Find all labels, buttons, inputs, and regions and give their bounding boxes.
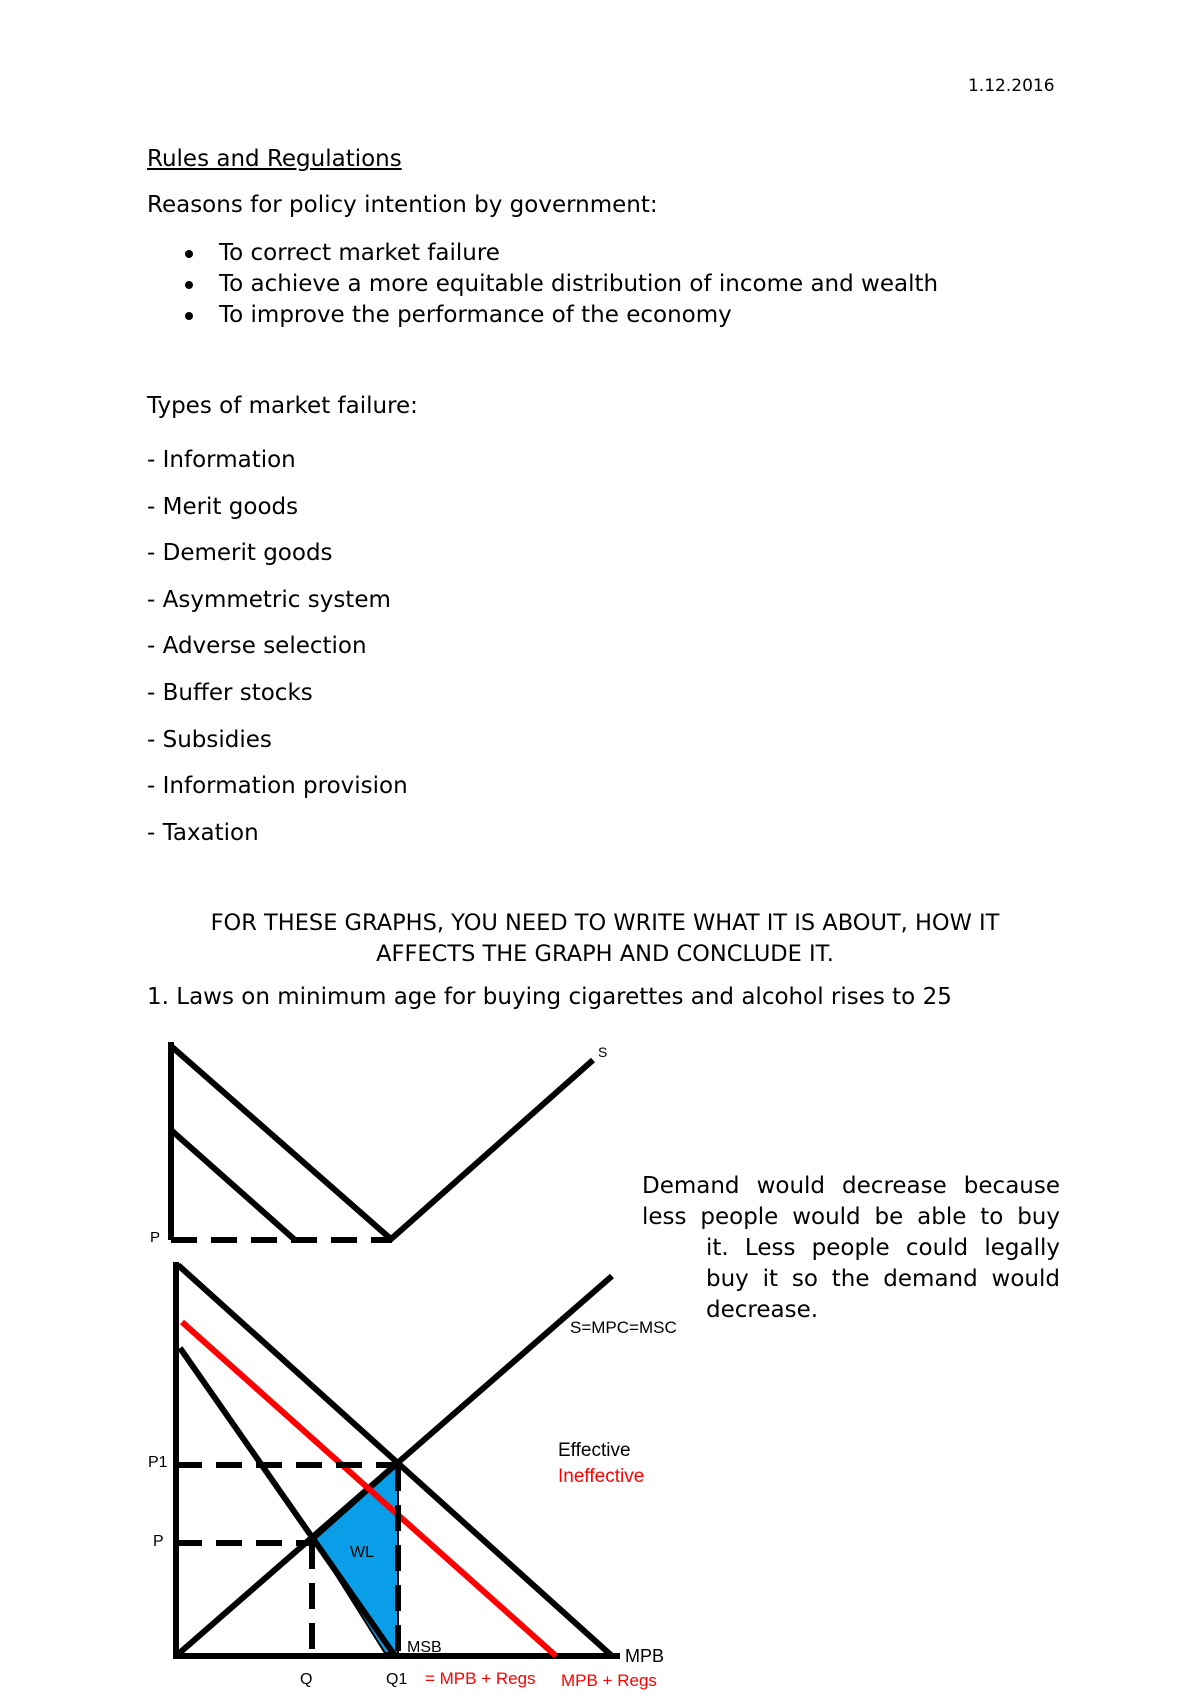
instruction-line: FOR THESE GRAPHS, YOU NEED TO WRITE WHAT IT IS ABOUT, HOW IT bbox=[210, 910, 1000, 936]
list-item: To improve the performance of the economy bbox=[147, 300, 938, 331]
question-1: 1. Laws on minimum age for buying cigarettes and alcohol rises to 25 bbox=[147, 984, 952, 1010]
demand-curve bbox=[171, 1046, 392, 1240]
list-item: - Merit goods bbox=[147, 493, 299, 520]
list-item: - Demerit goods bbox=[147, 540, 333, 567]
graph-bottom bbox=[148, 1262, 677, 1690]
answer-line: buy it so the demand would bbox=[706, 1266, 1060, 1292]
msb-label: MSB bbox=[407, 1639, 442, 1656]
list-item: - Adverse selection bbox=[147, 633, 367, 660]
supply-label: S=MPC=MSC bbox=[570, 1318, 677, 1337]
legend-effective: Effective bbox=[558, 1440, 631, 1461]
answer-line: it. Less people could legally bbox=[706, 1235, 1060, 1261]
answer-line: less people would be able to buy bbox=[642, 1204, 1060, 1230]
graph-top bbox=[150, 1042, 607, 1246]
p-label: P bbox=[153, 1533, 164, 1550]
supply-curve bbox=[390, 1060, 593, 1240]
list-item: - Taxation bbox=[147, 819, 259, 846]
mpb-label: MPB bbox=[625, 1646, 665, 1666]
types-heading: Types of market failure: bbox=[147, 393, 418, 419]
supply-label: S bbox=[598, 1044, 608, 1060]
answer-line: decrease. bbox=[706, 1297, 819, 1323]
price-label: P bbox=[150, 1229, 161, 1246]
answer-line: Demand would decrease because bbox=[642, 1173, 1060, 1199]
p1-label: P1 bbox=[148, 1454, 168, 1471]
list-item: To achieve a more equitable distribution of income and wealth bbox=[147, 269, 938, 300]
reasons-heading: Reasons for policy intention by government: bbox=[147, 192, 658, 218]
instruction-line: AFFECTS THE GRAPH AND CONCLUDE IT. bbox=[376, 941, 834, 967]
list-item: - Buffer stocks bbox=[147, 679, 313, 706]
msb-regs-label: = MPB + Regs bbox=[425, 1669, 536, 1688]
q-label: Q bbox=[300, 1671, 313, 1688]
q1-label: Q1 bbox=[386, 1671, 408, 1688]
legend-ineffective: Ineffective bbox=[558, 1466, 645, 1487]
list-item: To correct market failure bbox=[147, 238, 938, 269]
list-item: - Subsidies bbox=[147, 726, 272, 753]
wl-label: WL bbox=[350, 1544, 374, 1561]
page-title: Rules and Regulations bbox=[147, 146, 402, 172]
list-item: - Information bbox=[147, 447, 296, 473]
demand-curve-shifted bbox=[171, 1130, 295, 1240]
list-item: - Asymmetric system bbox=[147, 586, 391, 613]
red-regs-label: MPB + Regs bbox=[561, 1671, 657, 1690]
date: 1.12.2016 bbox=[968, 76, 1055, 96]
list-item: - Information provision bbox=[147, 773, 408, 800]
